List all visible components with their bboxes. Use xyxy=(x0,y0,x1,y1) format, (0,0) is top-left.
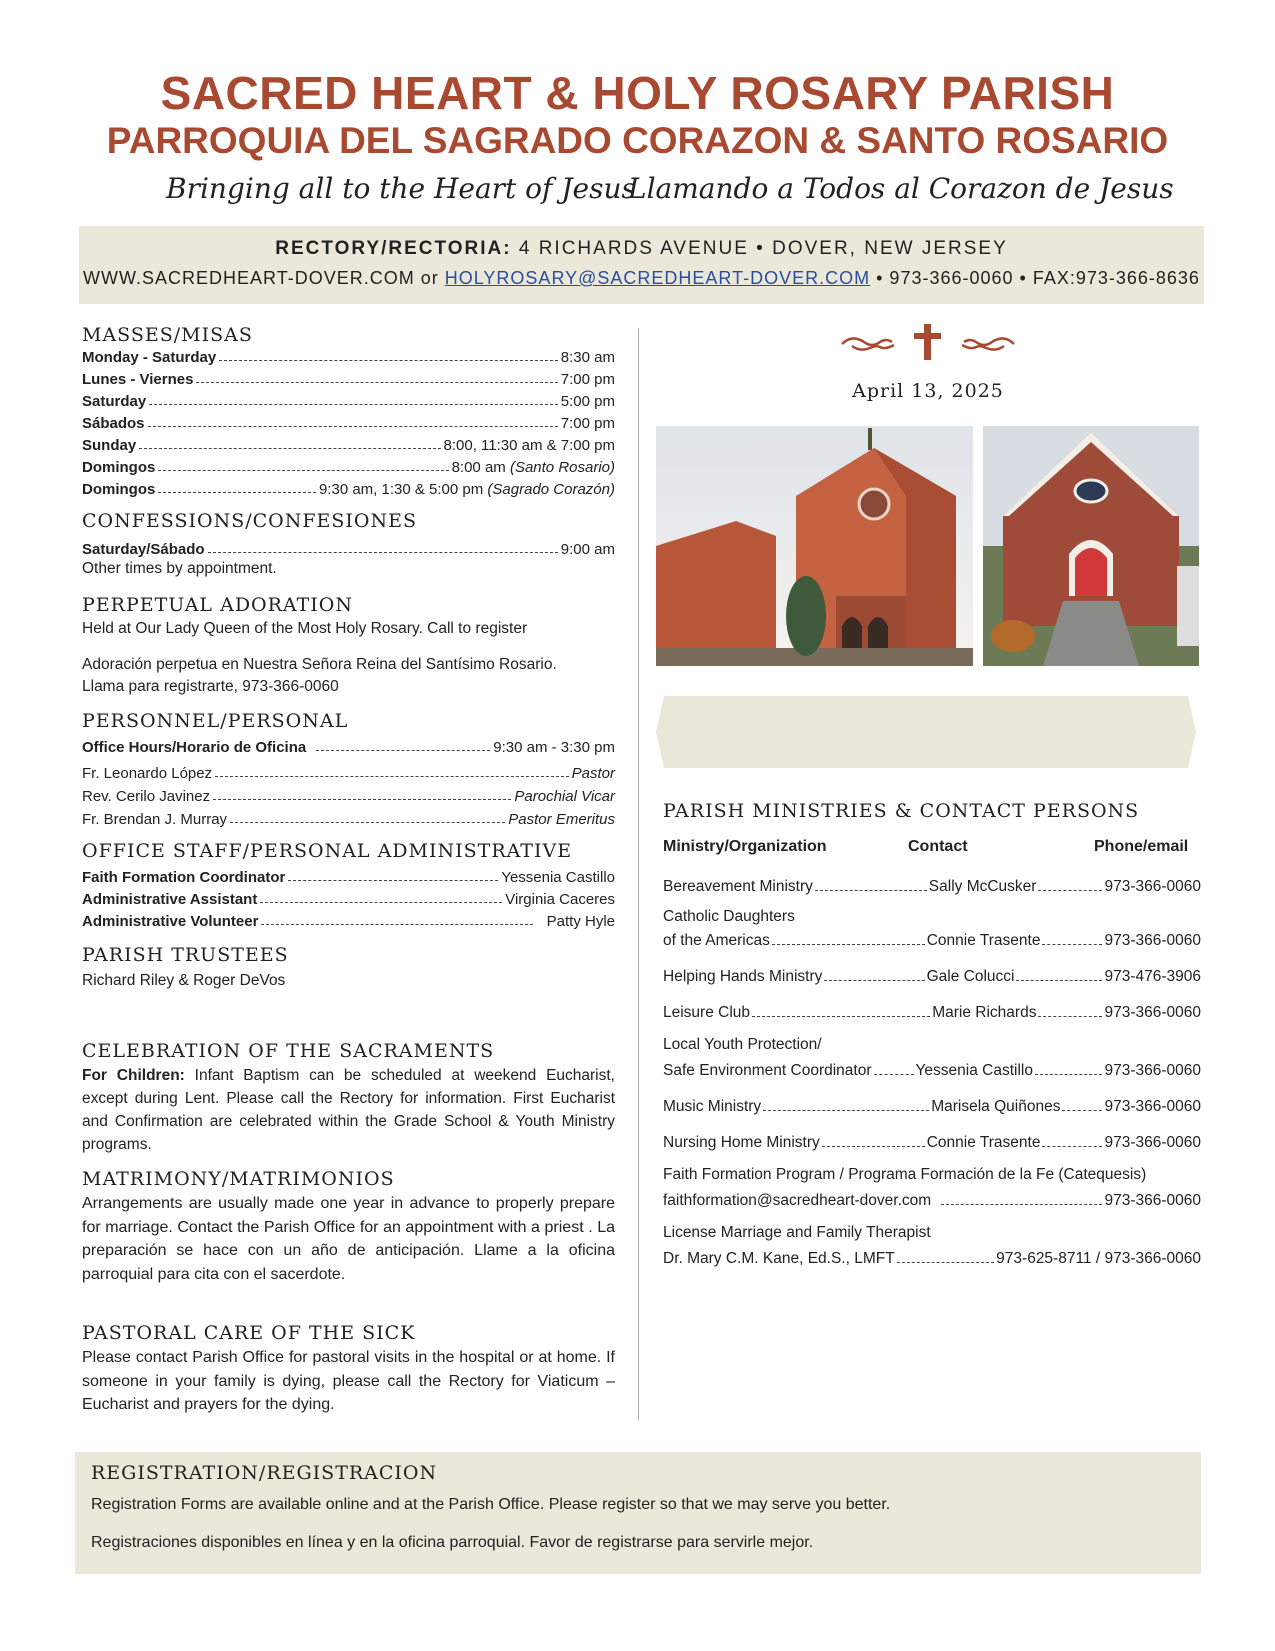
matrimony-text: Arrangements are usually made one year in advance to properly prepare for marriage. Contact the Parish Office for an appointment with a priest . La preparación se hace con un año de anticipación. Llame a la oficina parroquial para cita con el sacerdote. xyxy=(82,1195,615,1283)
tagline-es: Llamando a Todos al Corazon de Jesus xyxy=(628,172,1174,205)
therapist-name: Dr. Mary C.M. Kane, Ed.S., LMFT xyxy=(663,1250,895,1267)
sacraments-lead: For Children: xyxy=(82,1067,185,1084)
ministry-phone: 973-366-0060 xyxy=(1104,1004,1201,1021)
registration-es: Registraciones disponibles en línea y en la oficina parroquial. Favor de registrarse para servirle mejor. xyxy=(91,1534,814,1551)
website: WWW.SACREDHEART-DOVER.COM or xyxy=(83,268,439,288)
ministry-contact: Connie Trasente xyxy=(926,1134,1041,1151)
mass-day: Sunday xyxy=(82,437,137,454)
ministry-name: Leisure Club xyxy=(663,1004,751,1021)
mass-time: 7:00 pm xyxy=(560,415,615,432)
mass-day: Saturday xyxy=(82,393,147,410)
leader-dots xyxy=(941,1204,1102,1205)
phone-fax: • 973-366-0060 • FAX:973-366-8636 xyxy=(876,268,1200,288)
leader-dots xyxy=(1038,1016,1102,1017)
email-link[interactable]: HOLYROSARY@SACREDHEART-DOVER.COM xyxy=(444,268,871,288)
column-divider xyxy=(638,328,639,1420)
staff-name: Patty Hyle xyxy=(546,913,615,930)
clergy-row xyxy=(82,806,615,828)
ministry-phone: 973-476-3906 xyxy=(1104,968,1201,985)
faith-formation-row xyxy=(663,1188,1201,1210)
ministry-phone: 973-366-0060 xyxy=(1104,1062,1201,1079)
leader-dots xyxy=(316,750,490,751)
office-hours-label: Office Hours/Horario de Oficina xyxy=(82,739,307,756)
leader-dots xyxy=(1062,1110,1102,1111)
mass-time: 8:30 am xyxy=(560,349,615,366)
trustees-names: Richard Riley & Roger DeVos xyxy=(82,972,286,989)
mass-row xyxy=(82,476,615,498)
leader-dots xyxy=(219,360,558,361)
church-photo-sacred-heart xyxy=(656,426,973,666)
clergy-role: Pastor xyxy=(571,765,615,782)
confession-day: Saturday/Sábado xyxy=(82,541,205,558)
staff-role: Administrative Assistant xyxy=(82,891,258,908)
ministry-row xyxy=(663,928,1201,950)
mass-row xyxy=(82,344,615,366)
leader-dots xyxy=(260,902,502,903)
leader-dots xyxy=(897,1262,994,1263)
ministry-row xyxy=(663,874,1201,896)
leader-dots xyxy=(230,822,505,823)
clergy-name: Fr. Leonardo López xyxy=(82,765,213,782)
leader-dots xyxy=(1042,1146,1102,1147)
therapist-row xyxy=(663,1246,1201,1268)
sick-text: Please contact Parish Office for pastoral visits in the hospital or at home. If someone in your family is dying, please call the Rectory for Viaticum – Eucharist and prayers for the dying. xyxy=(82,1349,615,1413)
staff-name: Virginia Caceres xyxy=(505,891,615,908)
adoration-heading: PERPETUAL ADORATION xyxy=(82,594,353,616)
mass-row xyxy=(82,388,615,410)
clergy-row xyxy=(82,760,615,782)
parish-title-es: PARROQUIA DEL SAGRADO CORAZON & SANTO ROSARIO xyxy=(106,120,1169,161)
leader-dots xyxy=(1016,980,1102,981)
leader-dots xyxy=(288,880,498,881)
registration-heading: REGISTRATION/REGISTRACION xyxy=(91,1462,438,1484)
leader-dots xyxy=(1035,1074,1102,1075)
leader-dots xyxy=(139,448,440,449)
mass-day: Domingos xyxy=(82,481,156,498)
ministry-row xyxy=(663,1130,1201,1152)
ministries-heading: PARISH MINISTRIES & CONTACT PERSONS xyxy=(663,800,1140,822)
col-phone: Phone/email xyxy=(1094,838,1189,855)
staff-row xyxy=(82,864,615,886)
mass-row xyxy=(82,432,615,454)
ministry-name: Bereavement Ministry xyxy=(663,878,813,895)
leader-dots xyxy=(824,980,924,981)
cross-ornament-icon xyxy=(828,322,1028,362)
office-hours-row xyxy=(82,734,615,756)
staff-heading: OFFICE STAFF/PERSONAL ADMINISTRATIVE xyxy=(82,840,573,862)
matrimony-heading: MATRIMONY/MATRIMONIOS xyxy=(82,1168,395,1190)
registration-en: Registration Forms are available online and at the Parish Office. Please register so that we may serve you better. xyxy=(91,1496,891,1513)
leader-dots xyxy=(158,492,316,493)
clergy-name: Fr. Brendan J. Murray xyxy=(82,811,228,828)
col-contact: Contact xyxy=(908,838,968,855)
confession-row xyxy=(82,536,615,558)
church-photo-holy-rosary xyxy=(983,426,1199,666)
staff-row xyxy=(82,908,615,930)
mass-note: (Sagrado Corazón) xyxy=(487,481,615,498)
ministry-phone: 973-366-0060 xyxy=(1104,1134,1201,1151)
ministry-phone: 973-366-0060 xyxy=(1104,932,1201,949)
ministry-row xyxy=(663,964,1201,986)
ministry-contact: Yessenia Castillo xyxy=(915,1062,1033,1079)
parish-title-en: SACRED HEART & HOLY ROSARY PARISH xyxy=(160,67,1115,119)
ministry-name: of the Americas xyxy=(663,932,770,949)
ministry-name: Helping Hands Ministry xyxy=(663,968,823,985)
leader-dots xyxy=(763,1110,929,1111)
adoration-es-2: Llama para registrarte, 973-366-0060 xyxy=(82,678,339,695)
mass-note: (Santo Rosario) xyxy=(509,459,615,476)
ministry-contact: Marie Richards xyxy=(932,1004,1037,1021)
trustees-heading: PARISH TRUSTEES xyxy=(82,944,289,966)
mass-row xyxy=(82,410,615,432)
leader-dots xyxy=(1038,890,1102,891)
ministry-row xyxy=(663,1058,1201,1080)
leader-dots xyxy=(149,404,558,405)
ministry-phone: 973-366-0060 xyxy=(1104,878,1201,895)
ministry-row xyxy=(663,1094,1201,1116)
ministry-row xyxy=(663,1000,1201,1022)
office-hours-value: 9:30 am - 3:30 pm xyxy=(493,739,615,756)
rectory-line xyxy=(79,238,1204,260)
ministry-contact: Marisela Quiñones xyxy=(931,1098,1061,1115)
mass-time: 8:00, 11:30 am & 7:00 pm xyxy=(443,437,615,454)
confession-note: Other times by appointment. xyxy=(82,560,277,577)
clergy-role: Pastor Emeritus xyxy=(508,811,615,828)
tagline-en: Bringing all to the Heart of Jesus xyxy=(166,172,636,205)
mass-time: 7:00 pm xyxy=(560,371,615,388)
ministry-name-prefix: Local Youth Protection/ xyxy=(663,1036,822,1053)
rectory-label: RECTORY/RECTORIA: xyxy=(275,238,512,259)
leader-dots xyxy=(822,1146,925,1147)
staff-role: Faith Formation Coordinator xyxy=(82,869,286,886)
leader-dots xyxy=(213,799,511,800)
leader-dots xyxy=(208,552,558,553)
adoration-es-1: Adoración perpetua en Nuestra Señora Reina del Santísimo Rosario. xyxy=(82,656,557,673)
faith-formation-title: Faith Formation Program / Programa Formación de la Fe (Catequesis) xyxy=(663,1166,1147,1183)
contact-line xyxy=(79,268,1204,289)
mass-time: 5:00 pm xyxy=(560,393,615,410)
bulletin-date: April 13, 2025 xyxy=(852,380,1004,402)
mass-row xyxy=(82,366,615,388)
banner-ribbon xyxy=(656,696,1196,768)
col-ministry: Ministry/Organization xyxy=(663,838,827,855)
staff-name: Yessenia Castillo xyxy=(501,869,615,886)
contact-band xyxy=(79,226,1204,304)
clergy-role: Parochial Vicar xyxy=(514,788,615,805)
sacraments-heading: CELEBRATION OF THE SACRAMENTS xyxy=(82,1040,495,1062)
masses-heading: MASSES/MISAS xyxy=(82,324,253,346)
ministry-contact: Connie Trasente xyxy=(926,932,1041,949)
confession-time: 9:00 am xyxy=(560,541,615,558)
ministry-name: Music Ministry xyxy=(663,1098,762,1115)
leader-dots xyxy=(158,470,448,471)
personnel-heading: PERSONNEL/PERSONAL xyxy=(82,710,349,732)
clergy-row xyxy=(82,783,615,805)
mass-time: 9:30 am, 1:30 & 5:00 pm xyxy=(318,481,484,498)
mass-day: Monday - Saturday xyxy=(82,349,217,366)
leader-dots xyxy=(874,1074,914,1075)
adoration-en: Held at Our Lady Queen of the Most Holy Rosary. Call to register xyxy=(82,620,528,637)
leader-dots xyxy=(1042,944,1102,945)
staff-role: Administrative Volunteer xyxy=(82,913,259,930)
ministry-contact: Gale Colucci xyxy=(926,968,1015,985)
leader-dots xyxy=(148,426,558,427)
confessions-heading: CONFESSIONS/CONFESIONES xyxy=(82,510,418,532)
rectory-address: 4 RICHARDS AVENUE • DOVER, NEW JERSEY xyxy=(518,238,1008,259)
leader-dots xyxy=(815,890,927,891)
sick-heading: PASTORAL CARE OF THE SICK xyxy=(82,1322,416,1344)
registration-box xyxy=(75,1452,1201,1574)
therapist-title: License Marriage and Family Therapist xyxy=(663,1224,931,1241)
leader-dots xyxy=(772,944,925,945)
faith-formation-email[interactable]: faithformation@sacredheart-dover.com xyxy=(663,1192,932,1209)
leader-dots xyxy=(752,1016,930,1017)
ministry-name: Safe Environment Coordinator xyxy=(663,1062,872,1079)
leader-dots xyxy=(261,924,532,925)
mass-day: Sábados xyxy=(82,415,145,432)
ministry-contact: Sally McCusker xyxy=(928,878,1037,895)
faith-formation-phone: 973-366-0060 xyxy=(1104,1192,1201,1209)
mass-row xyxy=(82,454,615,476)
leader-dots xyxy=(196,382,557,383)
ministry-name: Nursing Home Ministry xyxy=(663,1134,820,1151)
leader-dots xyxy=(215,776,569,777)
sacraments-text xyxy=(82,1064,615,1156)
sacraments-body: Infant Baptism can be scheduled at weekend Eucharist, except during Lent. Please call the Rectory for information. First Eucharist and Confirmation are celebrated within the Grade School & Youth Ministry programs. xyxy=(82,1067,615,1153)
clergy-name: Rev. Cerilo Javinez xyxy=(82,788,211,805)
mass-day: Domingos xyxy=(82,459,156,476)
ministry-phone: 973-366-0060 xyxy=(1104,1098,1201,1115)
staff-row xyxy=(82,886,615,908)
mass-time: 8:00 am xyxy=(451,459,506,476)
therapist-phone: 973-625-8711 / 973-366-0060 xyxy=(996,1250,1201,1267)
ministry-name-prefix: Catholic Daughters xyxy=(663,908,795,925)
mass-day: Lunes - Viernes xyxy=(82,371,194,388)
